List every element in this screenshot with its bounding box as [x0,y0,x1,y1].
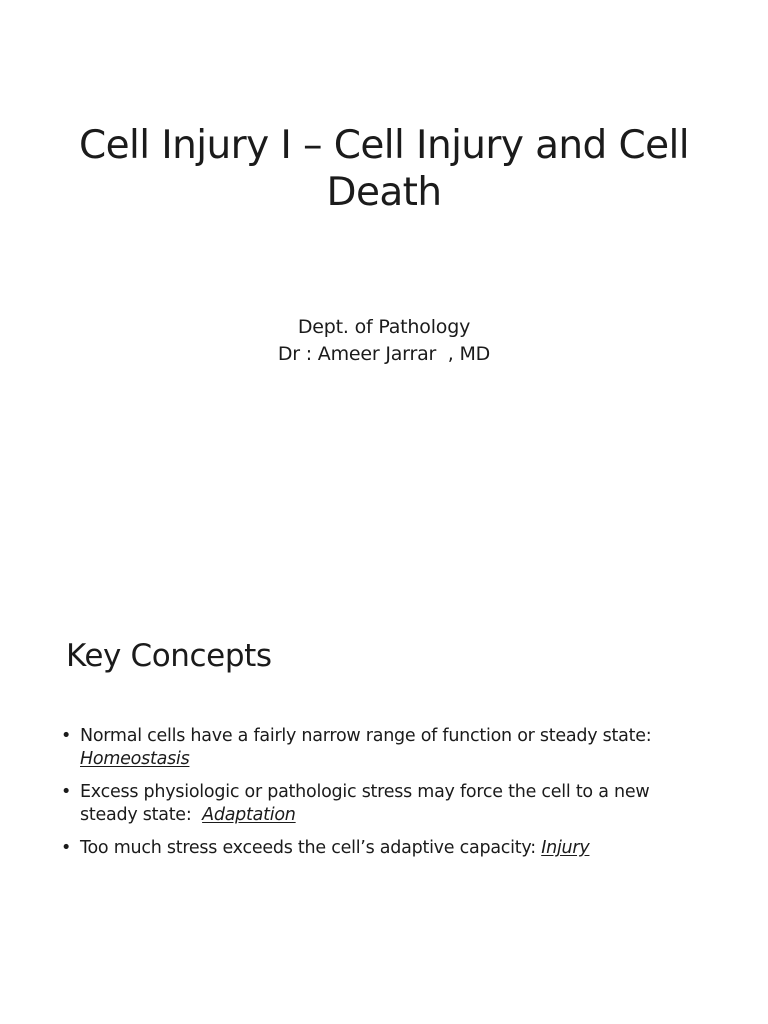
author-text: Dr : Ameer Jarrar , MD [277,343,491,365]
bullet-icon: • [61,838,72,858]
slide-title [30,122,738,216]
bullet-emphasis: Injury [541,838,590,858]
bullet-item [60,725,740,771]
bullet-text: Normal cells have a fairly narrow range of function or steady state: [80,726,652,746]
bullet-icon: • [61,782,72,802]
bullet-text: Excess physiologic or pathologic stress may force the cell to a new [80,782,650,802]
bullet-text-prefix: steady state: [80,805,203,825]
bullet-list [60,725,740,870]
department-text: Dept. of Pathology [297,316,471,338]
slide-title-line-2: Death [326,170,442,215]
slide-title-line-1: Cell Injury I – Cell Injury and Cell [78,123,690,168]
slide-subtitle [40,314,728,368]
bullet-text: Too much stress exceeds the cell’s adaptive capacity: [80,838,542,858]
bullet-item [60,837,740,860]
slide-heading: Key Concepts [66,638,272,674]
key-concepts-slide [0,512,768,1024]
bullet-icon: • [61,726,72,746]
bullet-emphasis: Adaptation [202,805,296,825]
bullet-item [60,781,740,827]
bullet-emphasis: Homeostasis [80,749,190,769]
